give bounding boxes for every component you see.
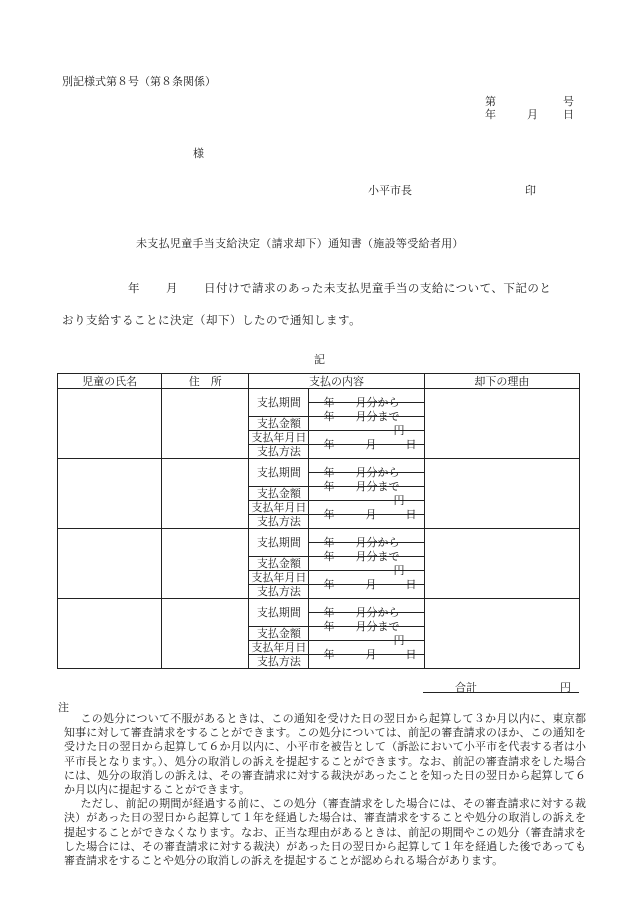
pay-date-month: 月 (365, 577, 377, 591)
address-cell[interactable] (162, 389, 249, 459)
rejection-reason-cell[interactable] (424, 389, 579, 459)
pay-date-day: 日 (405, 437, 417, 451)
pay-date-year: 年 (323, 507, 335, 521)
amount-yen: 円 (393, 633, 405, 647)
child-name-cell[interactable] (58, 529, 162, 599)
label-pay-date: 支払年月日 (249, 571, 309, 585)
label-method: 支払方法 (249, 445, 309, 459)
address-cell[interactable] (162, 459, 249, 529)
total-yen: 円 (560, 681, 571, 694)
date-month: 月 (527, 108, 538, 121)
period-from-text: 月分から (355, 465, 400, 479)
table-header-row (58, 374, 580, 389)
pay-date-cell[interactable] (309, 571, 424, 591)
period-to-cell[interactable] (309, 473, 424, 493)
table-row (58, 529, 580, 543)
pay-date-month: 月 (365, 647, 377, 661)
address-cell[interactable] (162, 599, 249, 669)
issuer-name: 小平市長 (368, 184, 412, 197)
label-pay-date: 支払年月日 (249, 431, 309, 445)
pay-date-month: 月 (365, 437, 377, 451)
pay-date-cell[interactable] (309, 641, 424, 661)
period-to-text: 月分まで (355, 409, 400, 423)
pay-date-day: 日 (405, 647, 417, 661)
total-label: 合計 (455, 681, 477, 694)
label-period: 支払期間 (249, 529, 309, 557)
label-period: 支払期間 (249, 599, 309, 627)
period-from-year: 年 (323, 465, 335, 479)
label-pay-date: 支払年月日 (249, 641, 309, 655)
addressee-suffix: 様 (193, 147, 204, 160)
label-period: 支払期間 (249, 459, 309, 487)
amount-yen: 円 (393, 493, 405, 507)
note-heading: 注 (58, 701, 69, 714)
period-from-year: 年 (323, 395, 335, 409)
pay-date-year: 年 (323, 647, 335, 661)
period-from-text: 月分から (355, 395, 400, 409)
amount-yen: 円 (393, 423, 405, 437)
table-row (58, 459, 580, 473)
header-payment-content: 支払の内容 (249, 374, 424, 389)
body-month: 月 (166, 281, 178, 295)
period-from-text: 月分から (355, 605, 400, 619)
header-rejection-reason: 却下の理由 (424, 374, 579, 389)
period-to-year: 年 (323, 409, 335, 423)
period-to-cell[interactable] (309, 613, 424, 633)
period-from-cell[interactable] (309, 529, 424, 549)
amount-cell[interactable] (309, 487, 424, 507)
rejection-reason-cell[interactable] (424, 459, 579, 529)
pay-date-year: 年 (323, 437, 335, 451)
label-method: 支払方法 (249, 585, 309, 599)
header-address: 住 所 (162, 374, 249, 389)
doc-number-dai: 第 (485, 95, 496, 108)
pay-date-day: 日 (405, 577, 417, 591)
date-day: 日 (563, 108, 574, 121)
body-line-1: 日付けで請求のあった未支払児童手当の支給について、下記のと (204, 281, 552, 295)
rejection-reason-cell[interactable] (424, 529, 579, 599)
pay-date-cell[interactable] (309, 501, 424, 521)
amount-cell[interactable] (309, 417, 424, 437)
ki-heading: 記 (314, 353, 325, 366)
period-to-cell[interactable] (309, 543, 424, 563)
pay-date-cell[interactable] (309, 431, 424, 451)
period-from-year: 年 (323, 605, 335, 619)
rejection-reason-cell[interactable] (424, 599, 579, 669)
period-to-cell[interactable] (309, 403, 424, 423)
pay-date-day: 日 (405, 507, 417, 521)
header-child-name: 児童の氏名 (58, 374, 162, 389)
payment-table (57, 373, 580, 669)
period-to-year: 年 (323, 619, 335, 633)
pay-date-month: 月 (365, 507, 377, 521)
table-row (58, 389, 580, 403)
period-to-text: 月分まで (355, 619, 400, 633)
period-from-cell[interactable] (309, 459, 424, 479)
period-to-text: 月分まで (355, 479, 400, 493)
amount-cell[interactable] (309, 627, 424, 647)
amount-cell[interactable] (309, 557, 424, 577)
period-to-year: 年 (323, 549, 335, 563)
child-name-cell[interactable] (58, 389, 162, 459)
table-row (58, 599, 580, 613)
label-amount: 支払金額 (249, 417, 309, 431)
label-method: 支払方法 (249, 655, 309, 669)
note-paragraph: この処分について不服があるときは、この通知を受けた日の翌日から起算して３か月以内に、東京都知事に対して審査請求をすることができます。この処分については、前記の審査請求のほか、この通知を受けた日の翌日から起算して６か月以内に、小平市を被告として（訴訟において小平市を代表する者は小平市長となります。）、処分の取消しの訴えを提起することができます。なお、前記の審査請求をした場合には、処分の取消しの訴えは、その審査請求に対する裁決があったことを知った日の翌日から起算して６か月以内に提起することができます。 (64, 712, 586, 797)
body-year: 年 (128, 281, 140, 295)
label-amount: 支払金額 (249, 627, 309, 641)
period-from-cell[interactable] (309, 599, 424, 619)
address-cell[interactable] (162, 529, 249, 599)
date-year: 年 (485, 108, 496, 121)
label-pay-date: 支払年月日 (249, 501, 309, 515)
amount-yen: 円 (393, 563, 405, 577)
note-paragraph: ただし、前記の期間が経過する前に、この処分（審査請求をした場合には、その審査請求に対する裁決）があった日の翌日から起算して１年を経過した場合は、審査請求をすることや処分の取消しの訴えを提起することができなくなります。なお、正当な理由があるときは、前記の期間やこの処分（審査請求をした場合には、その審査請求に対する裁決）があった日の翌日から起算して１年を経過した後であっても審査請求をすることや処分の取消しの訴えを提起することが認められる場合があります。 (64, 797, 586, 868)
label-amount: 支払金額 (249, 557, 309, 571)
form-reference: 別記様式第８号（第８条関係） (62, 75, 216, 88)
pay-date-year: 年 (323, 577, 335, 591)
label-method: 支払方法 (249, 515, 309, 529)
label-amount: 支払金額 (249, 487, 309, 501)
document-title: 未支払児童手当支給決定（請求却下）通知書（施設等受給者用） (136, 237, 464, 250)
period-from-text: 月分から (355, 535, 400, 549)
child-name-cell[interactable] (58, 459, 162, 529)
doc-number-go: 号 (563, 95, 574, 108)
period-to-year: 年 (323, 479, 335, 493)
label-period: 支払期間 (249, 389, 309, 417)
total-underline (423, 692, 579, 693)
period-from-year: 年 (323, 535, 335, 549)
child-name-cell[interactable] (58, 599, 162, 669)
notes-block (64, 712, 586, 868)
period-from-cell[interactable] (309, 389, 424, 409)
body-line-2: おり支給することに決定（却下）したので通知します。 (62, 313, 362, 327)
period-to-text: 月分まで (355, 549, 400, 563)
seal-mark: 印 (525, 184, 536, 197)
